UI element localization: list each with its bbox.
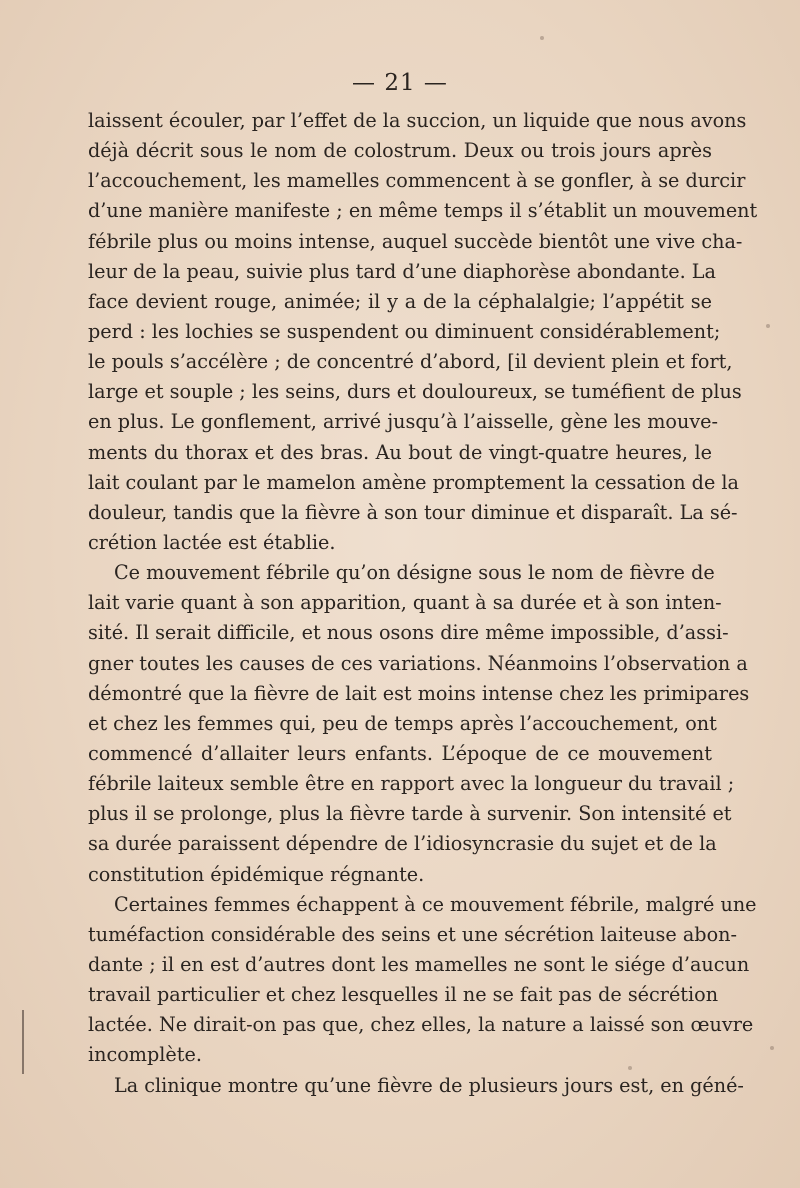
paper-speck [540,36,544,40]
body-text [88,106,758,1101]
text-line: constitution épidémique régnante. [88,862,425,886]
text-line: douleur, tandis que la fièvre à son tour diminue et disparaît. La sé- [88,500,738,524]
text-line: le pouls s’accélère ; de concentré d’abord, [il devient plein et fort, [88,350,733,374]
text-line: en plus. Le gonflement, arrivé jusqu’à l’aisselle, gène les mouve- [88,410,718,434]
text-line: sa durée paraissent dépendre de l’idiosyncrasie du sujet et de la [88,832,717,856]
text-line: l’accouchement, les mamelles commencent à se gonfler, à se durcir [88,169,746,193]
text-line: fébrile plus ou moins intense, auquel succède bientôt une vive cha- [88,229,743,253]
text-line: et chez les femmes qui, peu de temps après l’accouchement, ont [88,711,717,735]
page-number: — 21 — [352,70,448,96]
text-line: déjà décrit sous le nom de colostrum. Deux ou trois jours après [88,139,712,163]
text-line: crétion lactée est établie. [88,530,336,554]
text-line: incomplète. [88,1043,202,1067]
text-line: fébrile laiteux semble être en rapport avec la longueur du travail ; [88,772,735,796]
text-line: lactée. Ne dirait-on pas que, chez elles, la nature a laissé son œuvre [88,1013,754,1037]
text-line: dante ; il en est d’autres dont les mamelles ne sont le siége d’aucun [88,952,750,976]
text-line: leur de la peau, suivie plus tard d’une diaphorèse abondante. La [88,259,716,283]
text-line: tuméfaction considérable des seins et une sécrétion laiteuse abon- [88,922,737,946]
text-line: gner toutes les causes de ces variations. Néanmoins l’observation a [88,651,748,675]
text-line: perd : les lochies se suspendent ou diminuent considérablement; [88,319,721,343]
margin-mark [22,1010,24,1074]
text-line: laissent écouler, par l’effet de la succion, un liquide que nous avons [88,109,747,132]
text-line: démontré que la fièvre de lait est moins intense chez les primipares [88,681,750,705]
text-line: sité. Il serait difficile, et nous osons dire même impossible, d’assi- [88,621,729,645]
text-line: commencé d’allaiter leurs enfants. L’époque de ce mouvement [88,741,712,765]
text-line: Certaines femmes échappent à ce mouvement fébrile, malgré une [114,892,757,916]
text-line: face devient rouge, animée; il y a de la céphalalgie; l’appétit se [88,289,712,313]
text-line: d’une manière manifeste ; en même temps il s’établit un mouvement [88,199,758,223]
text-line: plus il se prolonge, plus la fièvre tarde à survenir. Son intensité et [88,802,732,826]
text-line: Ce mouvement fébrile qu’on désigne sous le nom de fièvre de [114,561,715,585]
text-line: lait coulant par le mamelon amène promptement la cessation de la [88,470,739,494]
paper-speck [770,1046,774,1050]
paper-speck [766,324,770,328]
text-line: lait varie quant à son apparition, quant à sa durée et à son inten- [88,591,722,615]
paper-speck [628,1066,632,1070]
text-line: travail particulier et chez lesquelles il ne se fait pas de sécrétion [88,983,719,1007]
text-line: ments du thorax et des bras. Au bout de vingt-quatre heures, le [88,440,712,464]
text-line: large et souple ; les seins, durs et douloureux, se tuméfient de plus [88,380,742,404]
text-line: La clinique montre qu’une fièvre de plusieurs jours est, en géné- [114,1073,744,1097]
